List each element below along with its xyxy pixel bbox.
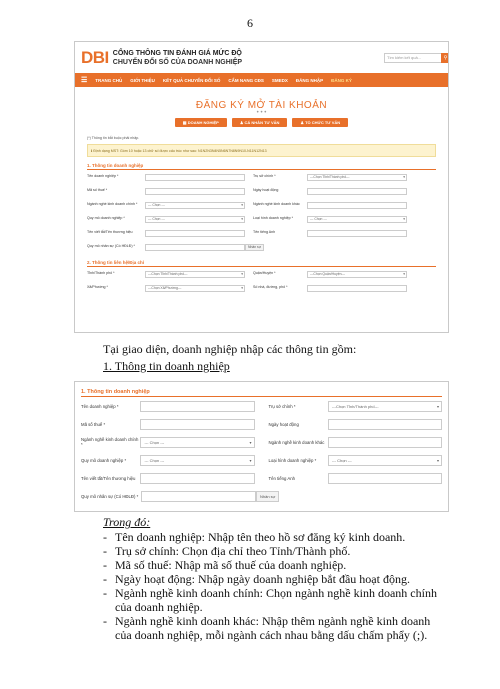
form-row — [87, 202, 436, 212]
bullet-dash: - — [103, 572, 107, 586]
list-item — [103, 614, 438, 642]
form-row — [87, 188, 436, 198]
field-input[interactable]: ---Chọn Tỉnh/Thành phố--- ▾ — [328, 401, 442, 412]
field-label: Tên tiếng Anh — [253, 230, 276, 234]
site-title-line1: CỔNG THÔNG TIN ĐÁNH GIÁ MỨC ĐỘ — [112, 49, 242, 57]
field-input[interactable] — [307, 285, 407, 292]
field-input[interactable] — [307, 188, 407, 195]
website-screenshot — [74, 41, 449, 333]
chevron-down-icon: ▾ — [436, 403, 439, 409]
form-row — [81, 433, 442, 451]
nav-item[interactable]: GIỚI THIỆU — [130, 77, 155, 83]
field-input[interactable] — [141, 491, 256, 502]
chevron-down-icon: ▾ — [241, 286, 243, 290]
field-label: Tỉnh/Thành phố * — [87, 271, 115, 275]
chevron-down-icon: ▾ — [403, 175, 405, 179]
field-label: Quy mô doanh nghiệp * — [87, 216, 125, 220]
nav-item-active[interactable]: ĐĂNG KÝ — [331, 77, 352, 83]
nav-item[interactable]: CẨM NANG CĐS — [228, 77, 264, 83]
field-label: Ngành nghề kinh doanh khác — [253, 202, 300, 206]
main-nav — [75, 73, 448, 87]
form-row — [81, 469, 442, 487]
bullet-dash: - — [103, 558, 107, 572]
notes-heading: Trong đó: — [103, 515, 151, 529]
field-label: Quy mô doanh nghiệp * — [81, 457, 127, 463]
list-item — [103, 586, 438, 614]
field-label: Loại hình doanh nghiệp * — [268, 457, 317, 463]
field-label: Tên tiếng Anh — [268, 475, 296, 481]
form-row — [87, 216, 436, 226]
field-label: Quy mô nhân sự (Có HĐLĐ) * — [87, 244, 135, 248]
notes-list — [103, 530, 438, 642]
chevron-down-icon: ▾ — [241, 217, 243, 221]
site-search-input[interactable]: Tìm kiếm kết quả... ⚲ — [384, 53, 442, 63]
field-label: Trụ sở chính * — [253, 174, 276, 178]
field-input[interactable] — [140, 419, 254, 430]
nav-item[interactable]: TRANG CHỦ — [95, 77, 123, 83]
tab-ca-nhan[interactable]: ♟ CÁ NHÂN TƯ VẤN — [232, 118, 288, 127]
field-label: Tên doanh nghiệp * — [81, 403, 119, 409]
subheading: 1. Thông tin doanh nghiệp — [103, 359, 230, 373]
chevron-down-icon: ▾ — [241, 272, 243, 276]
field-label: Ngành nghề kinh doanh chính * — [81, 437, 139, 447]
field-input[interactable]: ---Chọn Quận/Huyện--- ▾ — [307, 271, 407, 278]
chevron-down-icon: ▾ — [403, 272, 405, 276]
field-input[interactable] — [145, 230, 245, 237]
chevron-down-icon: ▾ — [249, 457, 252, 463]
field-input[interactable] — [307, 202, 407, 209]
form-row — [87, 244, 436, 254]
list-item-text: Ngành nghề kinh doanh chính: Chọn ngành nghề kinh doanh chính của doanh nghiệp. — [115, 586, 437, 614]
logo-dbi: DBI — [81, 47, 109, 67]
list-item-text: Ngành nghề kinh doanh khác: Nhập thêm ngành nghề kinh doanh của doanh nghiệp, mỗi ngành cách nhau bằng dấu chấm phẩy (;). — [115, 614, 431, 642]
form-row — [81, 397, 442, 415]
form-row — [81, 415, 442, 433]
field-label: Ngày hoạt động — [253, 188, 279, 192]
bullet-dash: - — [103, 586, 107, 600]
field-input[interactable] — [328, 437, 442, 448]
field-label: Trụ sở chính * — [268, 403, 296, 409]
list-item-text: Mã số thuế: Nhập mã số thuế của doanh nghiệp. — [115, 558, 347, 572]
search-icon[interactable]: ⚲ — [441, 53, 449, 63]
list-item — [103, 544, 438, 558]
form-row — [87, 271, 436, 281]
list-item — [103, 558, 438, 572]
tab-doanh-nghiep[interactable]: ▦ DOANH NGHIỆP — [175, 118, 227, 127]
field-input[interactable] — [145, 188, 245, 195]
field-label: Tên viết tắt/Tên thương hiệu — [87, 230, 133, 234]
field-input[interactable] — [140, 473, 254, 484]
account-type-tabs — [75, 118, 448, 127]
site-title-line2: CHUYỂN ĐỔI SỐ CỦA DOANH NGHIỆP — [112, 58, 243, 66]
field-input[interactable] — [145, 244, 245, 251]
list-item-text: Ngày hoạt động: Nhập ngày doanh nghiệp bắt đầu hoạt động. — [115, 572, 410, 586]
mst-format-note: ℹ Định dạng MST: Gồm 10 hoặc 13 chữ số được cấu trúc như sau: N1N2N3N4N5N6N7N8N9N10-N11N12N13 — [87, 144, 436, 157]
intro-paragraph: Tại giao diện, doanh nghiệp nhập các thông tin gồm: — [103, 342, 357, 356]
field-input[interactable] — [145, 174, 245, 181]
field-input[interactable] — [140, 401, 254, 412]
form-row — [81, 487, 442, 505]
nhan-su-button[interactable]: Nhân sự — [245, 244, 264, 251]
field-label: Tên doanh nghiệp * — [87, 174, 119, 178]
nav-item[interactable]: SMEDX — [271, 77, 288, 83]
section-header: 1. Thông tin doanh nghiệp — [81, 389, 442, 397]
field-input[interactable]: --- Chọn --- ▾ — [145, 202, 245, 209]
field-input[interactable]: --- Chọn --- ▾ — [328, 455, 442, 466]
section-header: 1. Thông tin doanh nghiệp — [87, 163, 436, 170]
chevron-down-icon: ▾ — [241, 203, 243, 207]
field-input[interactable]: --- Chọn --- ▾ — [145, 216, 245, 223]
title-dots: • • • — [256, 110, 267, 116]
nav-item[interactable]: ĐĂNG NHẬP — [295, 77, 324, 83]
form-row — [81, 451, 442, 469]
field-label: Mã số thuế * — [81, 421, 106, 427]
field-label: Quận/Huyện * — [253, 271, 276, 275]
list-item-text: Tên doanh nghiệp: Nhập tên theo hồ sơ đăng ký kinh doanh. — [115, 530, 406, 544]
field-input[interactable]: --- Chọn --- ▾ — [307, 216, 407, 223]
field-input[interactable]: ---Chọn Tỉnh/Thành phố--- ▾ — [307, 174, 407, 181]
field-input[interactable]: --- Chọn --- ▾ — [140, 437, 254, 448]
required-note: (*) Thông tin bắt buộc phải nhập. — [87, 136, 140, 140]
tab-to-chuc[interactable]: ♟ TỔ CHỨC TƯ VẤN — [292, 118, 348, 127]
menu-icon[interactable]: ☰ — [81, 77, 88, 84]
form-row — [87, 285, 436, 295]
site-header — [75, 42, 448, 73]
chevron-down-icon: ▾ — [436, 457, 439, 463]
list-item — [103, 572, 438, 586]
field-label: Loại hình doanh nghiệp * — [253, 216, 293, 220]
field-label: Tên viết tắt/Tên thương hiệu — [81, 475, 136, 481]
list-item-text: Trụ sở chính: Chọn địa chỉ theo Tỉnh/Thành phố. — [115, 544, 351, 558]
field-input[interactable]: ---Chọn Xã/Phường--- ▾ — [145, 285, 245, 292]
field-label: Mã số thuế * — [87, 188, 108, 192]
form-row — [87, 174, 436, 184]
form-row — [87, 230, 436, 240]
chevron-down-icon: ▾ — [403, 217, 405, 221]
field-input[interactable]: --- Chọn --- ▾ — [140, 455, 254, 466]
page-number: 6 — [247, 16, 253, 30]
section-header: 2. Thông tin liên hệ/Địa chỉ — [87, 260, 436, 267]
field-label: Ngày hoạt động — [268, 421, 299, 427]
field-label: Ngành nghề kinh doanh khác — [268, 439, 325, 445]
field-label: Số nhà, đường, phố * — [253, 285, 288, 289]
form-screenshot — [74, 381, 449, 512]
register-title: ĐĂNG KÝ MỞ TÀI KHOẢN — [195, 100, 328, 111]
nav-item[interactable]: KẾT QUẢ CHUYỂN ĐỔI SỐ — [162, 77, 221, 83]
field-input[interactable] — [328, 473, 442, 484]
field-label: Quy mô nhân sự (Có HĐLĐ) * — [81, 493, 139, 499]
chevron-down-icon: ▾ — [249, 439, 252, 445]
bullet-dash: - — [103, 530, 107, 544]
bullet-dash: - — [103, 614, 107, 628]
site-logo[interactable] — [81, 48, 242, 68]
nhan-su-button[interactable]: Nhân sự — [256, 491, 279, 502]
field-label: Xã/Phường * — [87, 285, 108, 289]
field-input[interactable] — [328, 419, 442, 430]
field-input[interactable] — [307, 230, 407, 237]
field-input[interactable]: ---Chọn Tỉnh/Thành phố--- ▾ — [145, 271, 245, 278]
bullet-dash: - — [103, 544, 107, 558]
list-item — [103, 530, 438, 544]
field-label: Ngành nghề kinh doanh chính * — [87, 202, 138, 206]
